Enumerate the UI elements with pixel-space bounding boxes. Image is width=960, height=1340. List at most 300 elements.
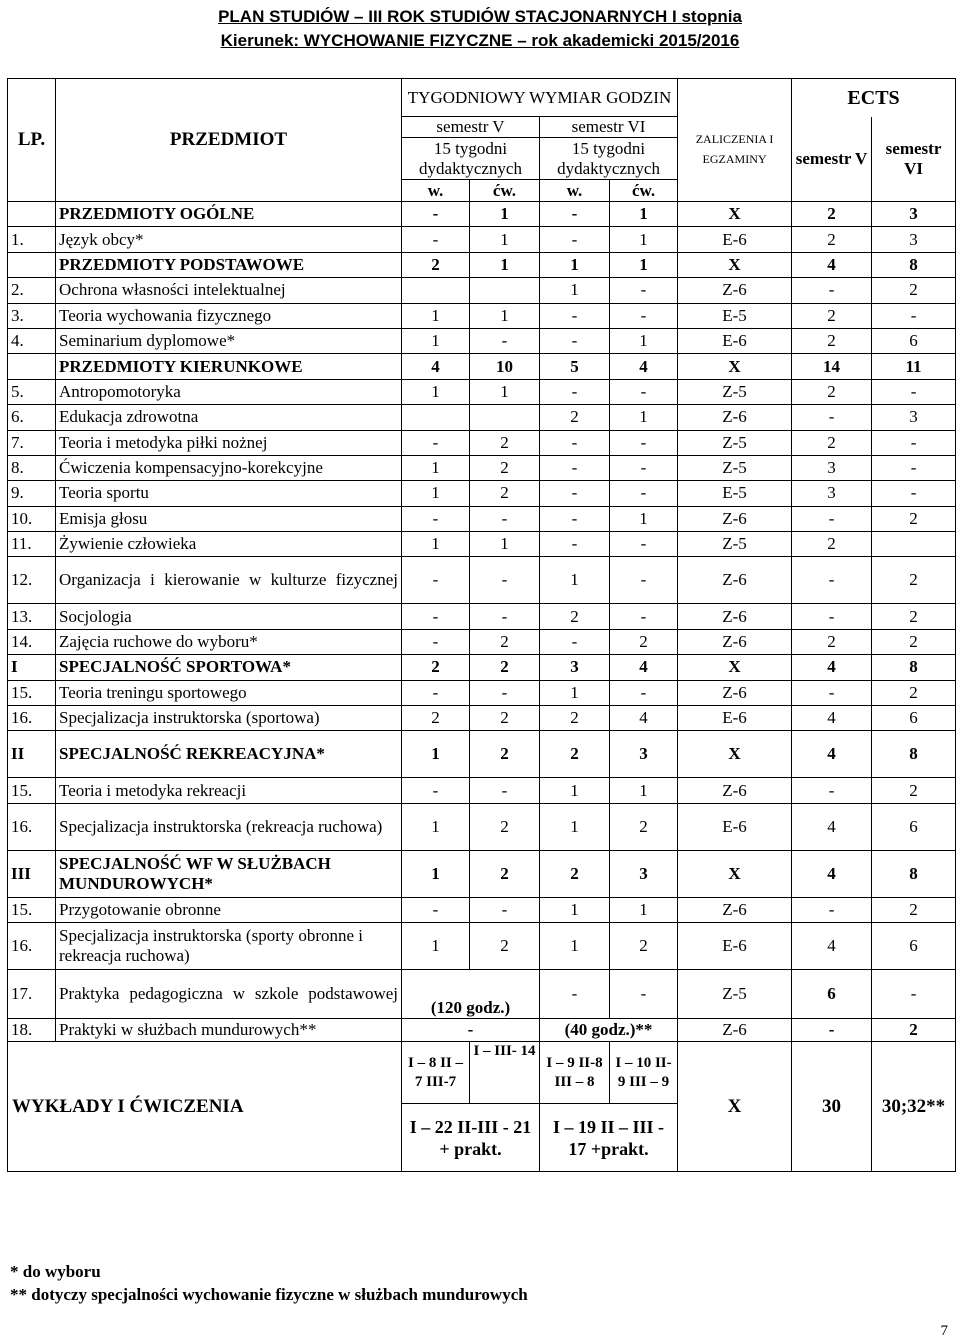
row-c5: 1 — [470, 379, 540, 404]
row-subject: Teoria wychowania fizycznego — [56, 303, 402, 328]
row-c6: - — [610, 481, 678, 506]
row-e5: 3 — [792, 481, 872, 506]
row-z: Z-6 — [678, 604, 792, 629]
row-c6: 2 — [610, 803, 678, 850]
row-c6: - — [610, 430, 678, 455]
row-z: X — [678, 252, 792, 277]
row-lp: 6. — [8, 405, 56, 430]
header-lp: LP. — [8, 79, 56, 202]
row-e5: 2 — [792, 532, 872, 557]
row-c5: 1 — [470, 227, 540, 252]
row-c5: - — [470, 557, 540, 604]
row-w5: 2 — [402, 706, 470, 731]
row-w5: 2 — [402, 655, 470, 680]
row-w6: 1 — [540, 778, 610, 803]
summary-ects6: 30;32** — [872, 1042, 956, 1172]
row-e6: - — [872, 481, 956, 506]
header-exams: ZALICZENIA I EGZAMINY — [678, 79, 792, 202]
page-number: 7 — [940, 1323, 948, 1339]
row-subject: Ćwiczenia kompensacyjno-korekcyjne — [56, 455, 402, 480]
row-c6: 1 — [610, 897, 678, 922]
row-c5: - — [470, 604, 540, 629]
row-z: Z-6 — [678, 629, 792, 654]
row-w6: - — [540, 532, 610, 557]
row-e5: - — [792, 680, 872, 705]
row-w5: - — [402, 778, 470, 803]
row-e6: 2 — [872, 278, 956, 303]
table-row — [8, 481, 956, 506]
row-c5: 2 — [470, 629, 540, 654]
row-c5: 2 — [470, 923, 540, 970]
row-lp: III — [8, 850, 56, 897]
row-c6: 1 — [610, 405, 678, 430]
row-c5: 1 — [470, 202, 540, 227]
row-subject: PRZEDMIOTY PODSTAWOWE — [56, 252, 402, 277]
row-e5: 4 — [792, 706, 872, 731]
row-c5: 2 — [470, 430, 540, 455]
row17-subject: Praktyka pedagogiczna w szkole podstawowej — [56, 970, 402, 1019]
row-w5: - — [402, 227, 470, 252]
row18-hours-sem6: (40 godz.)** — [540, 1019, 678, 1042]
row-w5: 2 — [402, 252, 470, 277]
row-e5: 2 — [792, 303, 872, 328]
row-e6: 6 — [872, 328, 956, 353]
row-e5: 4 — [792, 803, 872, 850]
header-ects-sem6: semestr VI — [872, 117, 956, 202]
row-subject: Specjalizacja instruktorska (rekreacja ruchowa) — [56, 803, 402, 850]
row-e5: - — [792, 604, 872, 629]
row-lp: 15. — [8, 680, 56, 705]
row-z: Z-6 — [678, 506, 792, 531]
row-c6: 1 — [610, 328, 678, 353]
summary-total6: I – 19 II – III - 17 +prakt. — [540, 1104, 678, 1172]
row-c5: 2 — [470, 803, 540, 850]
row-e6: - — [872, 379, 956, 404]
row-lp: 5. — [8, 379, 56, 404]
row-w6: 1 — [540, 897, 610, 922]
row-subject: SPECJALNOŚĆ SPORTOWA* — [56, 655, 402, 680]
table-row — [8, 455, 956, 480]
row-w5: 1 — [402, 379, 470, 404]
table-row — [8, 731, 956, 778]
study-plan-table — [7, 78, 956, 1172]
row-z: Z-5 — [678, 532, 792, 557]
row-e6: 3 — [872, 202, 956, 227]
row-z: E-6 — [678, 227, 792, 252]
row-w5: - — [402, 680, 470, 705]
row-c6: - — [610, 532, 678, 557]
row-c5: 10 — [470, 354, 540, 379]
row-e5: - — [792, 405, 872, 430]
table-row — [8, 379, 956, 404]
row-lp: I — [8, 655, 56, 680]
row-e5: 4 — [792, 252, 872, 277]
summary-total5: I – 22 II-III - 21 + prakt. — [402, 1104, 540, 1172]
row-w5: - — [402, 430, 470, 455]
footnote-uniformed: ** dotyczy specjalności wychowanie fizyczne w służbach mundurowych — [10, 1285, 528, 1304]
row-w5: - — [402, 629, 470, 654]
row-z: E-6 — [678, 328, 792, 353]
row-subject: Teoria i metodyka piłki nożnej — [56, 430, 402, 455]
summary-w5: I – 8 II – 7 III-7 — [402, 1042, 470, 1104]
header-sem5: semestr V — [402, 117, 540, 138]
row-c5: 2 — [470, 706, 540, 731]
row-c5: - — [470, 778, 540, 803]
row-w6: - — [540, 303, 610, 328]
row-c5: - — [470, 506, 540, 531]
row-e6: - — [872, 455, 956, 480]
row18-ects5: - — [792, 1019, 872, 1042]
row-z: Z-6 — [678, 278, 792, 303]
row-subject: SPECJALNOŚĆ REKREACYJNA* — [56, 731, 402, 778]
table-row — [8, 532, 956, 557]
row-w6: - — [540, 328, 610, 353]
summary-label: WYKŁADY I ĆWICZENIA — [8, 1042, 402, 1172]
row-e6: 2 — [872, 680, 956, 705]
row-subject: Organizacja i kierowanie w kulturze fizycznej — [56, 557, 402, 604]
row-lp: 16. — [8, 706, 56, 731]
table-row — [8, 328, 956, 353]
table-row — [8, 680, 956, 705]
header-cw6: ćw. — [610, 180, 678, 202]
table-row — [8, 252, 956, 277]
row-e5: - — [792, 778, 872, 803]
row-e6: 3 — [872, 227, 956, 252]
row-c6: 3 — [610, 850, 678, 897]
row-c6: - — [610, 680, 678, 705]
row-e5: 2 — [792, 430, 872, 455]
row-w5: 1 — [402, 303, 470, 328]
row-subject: Ochrona własności intelektualnej — [56, 278, 402, 303]
row-w6: 2 — [540, 850, 610, 897]
table-row — [8, 778, 956, 803]
table-row — [8, 303, 956, 328]
row-w5 — [402, 405, 470, 430]
row-lp: 13. — [8, 604, 56, 629]
row-e6: 2 — [872, 629, 956, 654]
row-w5: 1 — [402, 455, 470, 480]
row17-w6: - — [540, 970, 610, 1019]
row17-ects5: 6 — [792, 970, 872, 1019]
row-lp: 7. — [8, 430, 56, 455]
row17-ects6: - — [872, 970, 956, 1019]
row-w6: 1 — [540, 803, 610, 850]
row-c6: - — [610, 379, 678, 404]
row-w6: - — [540, 629, 610, 654]
row-e5: 2 — [792, 328, 872, 353]
row-subject: Antropomotoryka — [56, 379, 402, 404]
row-c6: 2 — [610, 923, 678, 970]
row-c5 — [470, 405, 540, 430]
row-subject: SPECJALNOŚĆ WF W SŁUŻBACH MUNDUROWYCH* — [56, 850, 402, 897]
row-lp: II — [8, 731, 56, 778]
row-z: Z-5 — [678, 430, 792, 455]
row-e6: 8 — [872, 731, 956, 778]
row-z: Z-6 — [678, 680, 792, 705]
row-w6: - — [540, 455, 610, 480]
row-e5: 4 — [792, 850, 872, 897]
row-e5: 3 — [792, 455, 872, 480]
row-lp: 10. — [8, 506, 56, 531]
row-c5: 1 — [470, 532, 540, 557]
summary-cw5: I – III- 14 — [470, 1042, 540, 1104]
header-cw5: ćw. — [470, 180, 540, 202]
row-e6: 8 — [872, 252, 956, 277]
row-lp: 1. — [8, 227, 56, 252]
row-e5: 4 — [792, 731, 872, 778]
row-c5: 2 — [470, 850, 540, 897]
table-row — [8, 202, 956, 227]
row-lp: 4. — [8, 328, 56, 353]
table-row — [8, 405, 956, 430]
table-row — [8, 655, 956, 680]
row-e6: 3 — [872, 405, 956, 430]
row-e6: - — [872, 303, 956, 328]
row-w5: - — [402, 506, 470, 531]
row-c5: 1 — [470, 252, 540, 277]
row-e5: 4 — [792, 655, 872, 680]
header-w6: w. — [540, 180, 610, 202]
header-w5: w. — [402, 180, 470, 202]
row-w6: 3 — [540, 655, 610, 680]
row-lp: 8. — [8, 455, 56, 480]
row17-cw6: - — [610, 970, 678, 1019]
row17-exam: Z-5 — [678, 970, 792, 1019]
row-z: X — [678, 354, 792, 379]
row-w5: 1 — [402, 923, 470, 970]
table-row — [8, 557, 956, 604]
row-subject: Teoria i metodyka rekreacji — [56, 778, 402, 803]
header-ects-sem5: semestr V — [792, 117, 872, 202]
row-w5 — [402, 278, 470, 303]
row-lp: 2. — [8, 278, 56, 303]
row-e5: 4 — [792, 923, 872, 970]
row-c6: 4 — [610, 655, 678, 680]
row-e6 — [872, 532, 956, 557]
row-w6: - — [540, 506, 610, 531]
row-e5: - — [792, 506, 872, 531]
summary-cw6: I – 10 II-9 III – 9 — [610, 1042, 678, 1104]
row-w6: 2 — [540, 604, 610, 629]
table-row — [8, 354, 956, 379]
row-subject: Język obcy* — [56, 227, 402, 252]
row-subject: Teoria sportu — [56, 481, 402, 506]
table-row — [8, 923, 956, 970]
row-c6: 3 — [610, 731, 678, 778]
row-w6: 1 — [540, 923, 610, 970]
row-z: E-6 — [678, 923, 792, 970]
row-e6: 6 — [872, 803, 956, 850]
row18-hours-sem5: - — [402, 1019, 540, 1042]
row-subject: Edukacja zdrowotna — [56, 405, 402, 430]
header-ects: ECTS — [792, 79, 956, 117]
row-c5: 2 — [470, 655, 540, 680]
row-w5: 1 — [402, 481, 470, 506]
row-w5: 1 — [402, 850, 470, 897]
row-lp: 14. — [8, 629, 56, 654]
row-c6: - — [610, 303, 678, 328]
row-c6: - — [610, 557, 678, 604]
row-w5: - — [402, 557, 470, 604]
row-e6: 6 — [872, 706, 956, 731]
row-lp: 3. — [8, 303, 56, 328]
table-row — [8, 897, 956, 922]
header-weeks5: 15 tygodni dydaktycznych — [402, 138, 540, 180]
row-subject: Żywienie człowieka — [56, 532, 402, 557]
row-e6: 11 — [872, 354, 956, 379]
row-e5: 14 — [792, 354, 872, 379]
table-row — [8, 629, 956, 654]
header-subject: PRZEDMIOT — [56, 79, 402, 202]
row-c5: 2 — [470, 481, 540, 506]
table-row — [8, 850, 956, 897]
row-w6: - — [540, 227, 610, 252]
row-c5: - — [470, 897, 540, 922]
plan-title: PLAN STUDIÓW – III ROK STUDIÓW STACJONARNYCH I stopnia — [218, 7, 742, 26]
row18-ects6: 2 — [872, 1019, 956, 1042]
table-row — [8, 227, 956, 252]
row-c6: - — [610, 455, 678, 480]
row-e5: 2 — [792, 629, 872, 654]
table-row — [8, 803, 956, 850]
row-z: X — [678, 202, 792, 227]
row-e6: 2 — [872, 778, 956, 803]
row-subject: PRZEDMIOTY KIERUNKOWE — [56, 354, 402, 379]
row-z: E-6 — [678, 706, 792, 731]
row-c6: - — [610, 604, 678, 629]
row-z: X — [678, 655, 792, 680]
row-e5: - — [792, 557, 872, 604]
row-c6: 4 — [610, 706, 678, 731]
row-c6: 4 — [610, 354, 678, 379]
table-row — [8, 706, 956, 731]
row-z: Z-5 — [678, 379, 792, 404]
header-sem6: semestr VI — [540, 117, 678, 138]
summary-exam: X — [678, 1042, 792, 1172]
row-e6: 6 — [872, 923, 956, 970]
row-w6: 2 — [540, 731, 610, 778]
row-lp: 9. — [8, 481, 56, 506]
row-w6: 1 — [540, 278, 610, 303]
row-c5 — [470, 278, 540, 303]
table-row — [8, 430, 956, 455]
row-subject: PRZEDMIOTY OGÓLNE — [56, 202, 402, 227]
row18-subject: Praktyki w służbach mundurowych** — [56, 1019, 402, 1042]
footnote-elective: * do wyboru — [10, 1262, 101, 1281]
row-w5: 4 — [402, 354, 470, 379]
row-z: Z-6 — [678, 405, 792, 430]
row-c6: 1 — [610, 227, 678, 252]
row-e6: 2 — [872, 506, 956, 531]
row-w5: 1 — [402, 532, 470, 557]
row-z: X — [678, 850, 792, 897]
row-e6: 2 — [872, 897, 956, 922]
row-e5: 2 — [792, 202, 872, 227]
table-row — [8, 506, 956, 531]
row-z: E-5 — [678, 481, 792, 506]
row-w5: - — [402, 897, 470, 922]
row-subject: Emisja głosu — [56, 506, 402, 531]
row-e6: - — [872, 430, 956, 455]
row-lp — [8, 252, 56, 277]
row-z: Z-6 — [678, 897, 792, 922]
row-subject: Przygotowanie obronne — [56, 897, 402, 922]
row-subject: Seminarium dyplomowe* — [56, 328, 402, 353]
row-w6: - — [540, 379, 610, 404]
row17-lp: 17. — [8, 970, 56, 1019]
row17-hours-sem5: (120 godz.) — [402, 970, 540, 1019]
row-z: E-6 — [678, 803, 792, 850]
summary-w6: I – 9 II-8 III – 8 — [540, 1042, 610, 1104]
row-e6: 8 — [872, 655, 956, 680]
row-subject: Socjologia — [56, 604, 402, 629]
row-e6: 8 — [872, 850, 956, 897]
summary-ects5: 30 — [792, 1042, 872, 1172]
row-subject: Teoria treningu sportowego — [56, 680, 402, 705]
row-w6: 5 — [540, 354, 610, 379]
row-lp — [8, 354, 56, 379]
row-w6: 1 — [540, 252, 610, 277]
row-w6: 1 — [540, 680, 610, 705]
row-lp: 11. — [8, 532, 56, 557]
row-z: E-5 — [678, 303, 792, 328]
row-c6: 1 — [610, 778, 678, 803]
row18-lp: 18. — [8, 1019, 56, 1042]
row-c6: 1 — [610, 506, 678, 531]
table-row — [8, 604, 956, 629]
row-z: Z-6 — [678, 778, 792, 803]
row-z: Z-5 — [678, 455, 792, 480]
row-w6: 1 — [540, 557, 610, 604]
row-lp: 16. — [8, 923, 56, 970]
row-lp: 12. — [8, 557, 56, 604]
subject-rows — [8, 202, 956, 970]
row-lp: 15. — [8, 778, 56, 803]
row-w6: - — [540, 481, 610, 506]
table-row — [8, 278, 956, 303]
row18-exam: Z-6 — [678, 1019, 792, 1042]
row-w5: 1 — [402, 731, 470, 778]
row-c6: 1 — [610, 202, 678, 227]
header-weekly-hours: TYGODNIOWY WYMIAR GODZIN — [402, 79, 678, 117]
row-c5: 1 — [470, 303, 540, 328]
row-z: Z-6 — [678, 557, 792, 604]
row-e5: - — [792, 897, 872, 922]
row-subject: Specjalizacja instruktorska (sportowa) — [56, 706, 402, 731]
row-c5: - — [470, 680, 540, 705]
row-c5: 2 — [470, 455, 540, 480]
row-w6: - — [540, 202, 610, 227]
row-lp: 16. — [8, 803, 56, 850]
row-c5: 2 — [470, 731, 540, 778]
header-weeks6: 15 tygodni dydaktycznych — [540, 138, 678, 180]
row-w5: 1 — [402, 803, 470, 850]
row-subject: Specjalizacja instruktorska (sporty obronne i rekreacja ruchowa) — [56, 923, 402, 970]
row-w6: 2 — [540, 405, 610, 430]
row-c6: 1 — [610, 252, 678, 277]
row-e5: - — [792, 278, 872, 303]
row-lp — [8, 202, 56, 227]
row-e6: 2 — [872, 604, 956, 629]
row-w5: - — [402, 202, 470, 227]
row-w5: - — [402, 604, 470, 629]
row-c6: 2 — [610, 629, 678, 654]
row-w5: 1 — [402, 328, 470, 353]
row-e5: 2 — [792, 227, 872, 252]
row-c6: - — [610, 278, 678, 303]
row-c5: - — [470, 328, 540, 353]
row-subject: Zajęcia ruchowe do wyboru* — [56, 629, 402, 654]
